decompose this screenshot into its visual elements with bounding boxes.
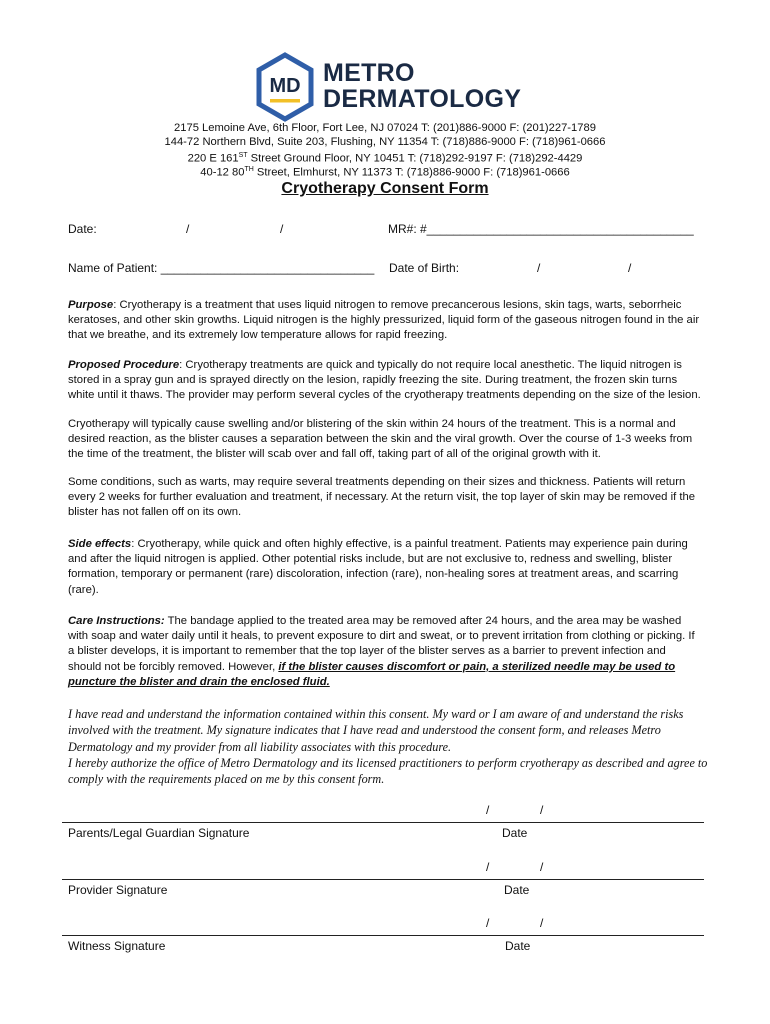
date-slash-2: / <box>280 222 284 236</box>
logo-underline <box>270 99 300 103</box>
care-text: The bandage applied to the treated area may be removed after 24 hours, and the area may be washed with soap and water daily until it heals, to prevent exposure to dirt and sweat, or to prevent irritation from clothing or picking. If a blister develops, it is important to remember that the top layer of the blister serves as a barrier to prevent infection and should not be forcibly removed. However, <box>68 615 695 673</box>
witness-signature-line[interactable] <box>62 935 704 936</box>
date-slash-1: / <box>186 222 190 236</box>
care-emphasis: if the blister causes discomfort or pain, a sterilized needle may be used to puncture the blister and drain the enclosed fluid. <box>68 660 676 688</box>
procedure-paragraph-1 <box>68 358 701 404</box>
provider-date-label: Date <box>504 883 530 897</box>
patient-name-field[interactable]: Name of Patient: ________________________________ <box>68 261 375 275</box>
side-effects-label: Side effects <box>68 538 132 550</box>
sig1-date-slash-1: / <box>486 803 490 817</box>
sig3-date-slash-1: / <box>486 916 490 930</box>
logo-mark: MD <box>269 75 301 97</box>
purpose-text: : Cryotherapy is a treatment that uses liquid nitrogen to remove precancerous lesions, skin tags, warts, seborrheic keratoses, and other skin growths. Liquid nitrogen is the highly pressurized, liquid form of the gaseous nitrogen found in the air that we breathe, and its extremely low temperature allows for rapid freezing. <box>68 299 700 342</box>
logo-line-1: METRO <box>323 59 415 87</box>
guardian-signature-label: Parents/Legal Guardian Signature <box>68 826 250 840</box>
procedure-label: Proposed Procedure <box>68 359 180 371</box>
witness-signature-label: Witness Signature <box>68 939 166 953</box>
sig2-date-slash-2: / <box>540 860 544 874</box>
sig2-date-slash-1: / <box>486 860 490 874</box>
care-label: Care Instructions: <box>68 615 165 627</box>
logo-wordmark <box>323 60 521 112</box>
provider-signature-label: Provider Signature <box>68 883 168 897</box>
logo-line-2: DERMATOLOGY <box>323 85 522 113</box>
guardian-date-label: Date <box>502 826 528 840</box>
dob-slash-2: / <box>628 261 632 275</box>
guardian-signature-line[interactable] <box>62 822 704 823</box>
side-effects-text: : Cryotherapy, while quick and often highly effective, is a painful treatment. Patients may experience pain during and after the liquid nitrogen is applied. Other potential risks include, but are not exclusive to, redness and swelling, blister formation, temporary or permanent (rare) discoloration, infection (rare), non-healing sores at treatment areas, and scarring (rare). <box>68 538 688 596</box>
purpose-label: Purpose <box>68 299 114 311</box>
acknowledgment-paragraph-1: I have read and understand the information contained within this consent. My ward or I am aware of and understand the risks involved with the treatment. My signature indicates that I have read and understood the consent form, and releases Metro Dermatology and my provider from all liability associates with this procedure. <box>68 707 684 754</box>
side-effects-paragraph <box>68 537 701 598</box>
procedure-paragraph-3: Some conditions, such as warts, may require several treatments depending on their sizes and thickness. Patients will return every 2 weeks for further evaluation and treatment, if necessary. At the return visit, the top layer of skin may be removed if the blister has not fallen off on its own. <box>68 476 696 519</box>
sig1-date-slash-2: / <box>540 803 544 817</box>
address-line-4: 40-12 80TH Street, Elmhurst, NY 11373 T: (718)886-9000 F: (718)961-0666 <box>200 166 570 179</box>
address-line-3: 220 E 161ST Street Ground Floor, NY 10451 T: (718)292-9197 F: (718)292-4429 <box>187 152 583 165</box>
mr-number-field[interactable]: MR#: #________________________________________ <box>388 222 694 236</box>
procedure-paragraph-2: Cryotherapy will typically cause swelling and/or blistering of the skin within 24 hours of the treatment. This is a normal and desired reaction, as the blister causes a separation between the skin and the viral growth. Over the course of 1-3 weeks from the time of the treatment, the blister will scab over and fall off, taking part of all of the original growth with it. <box>68 418 693 461</box>
dob-slash-1: / <box>537 261 541 275</box>
sig3-date-slash-2: / <box>540 916 544 930</box>
purpose-paragraph <box>68 298 701 344</box>
provider-signature-line[interactable] <box>62 879 704 880</box>
logo-hexagon-icon <box>255 52 315 122</box>
care-paragraph <box>68 614 701 690</box>
dob-label: Date of Birth: <box>389 261 460 275</box>
procedure-text-1: : Cryotherapy treatments are quick and typically do not require local anesthetic. The liquid nitrogen is stored in a spray gun and is sprayed directly on the lesion, rapidly freezing the site. During treatment, the frozen skin turns white until it thaws. The provider may perform several cycles of the cryotherapy treatments depending on the size of the lesion. <box>68 359 701 402</box>
witness-date-label: Date <box>505 939 531 953</box>
form-title: Cryotherapy Consent Form <box>281 180 489 197</box>
address-line-1: 2175 Lemoine Ave, 6th Floor, Fort Lee, NJ 07024 T: (201)886-9000 F: (201)227-1789 <box>174 122 596 134</box>
date-label: Date: <box>68 222 97 236</box>
address-line-2: 144-72 Northern Blvd, Suite 203, Flushing, NY 11354 T: (718)886-9000 F: (718)961-0666 <box>164 136 606 148</box>
acknowledgment-paragraph-2: I hereby authorize the office of Metro Dermatology and its licensed practitioners to perform cryotherapy as described and agree to comply with the requirements placed on me by this consent form. <box>68 756 708 787</box>
